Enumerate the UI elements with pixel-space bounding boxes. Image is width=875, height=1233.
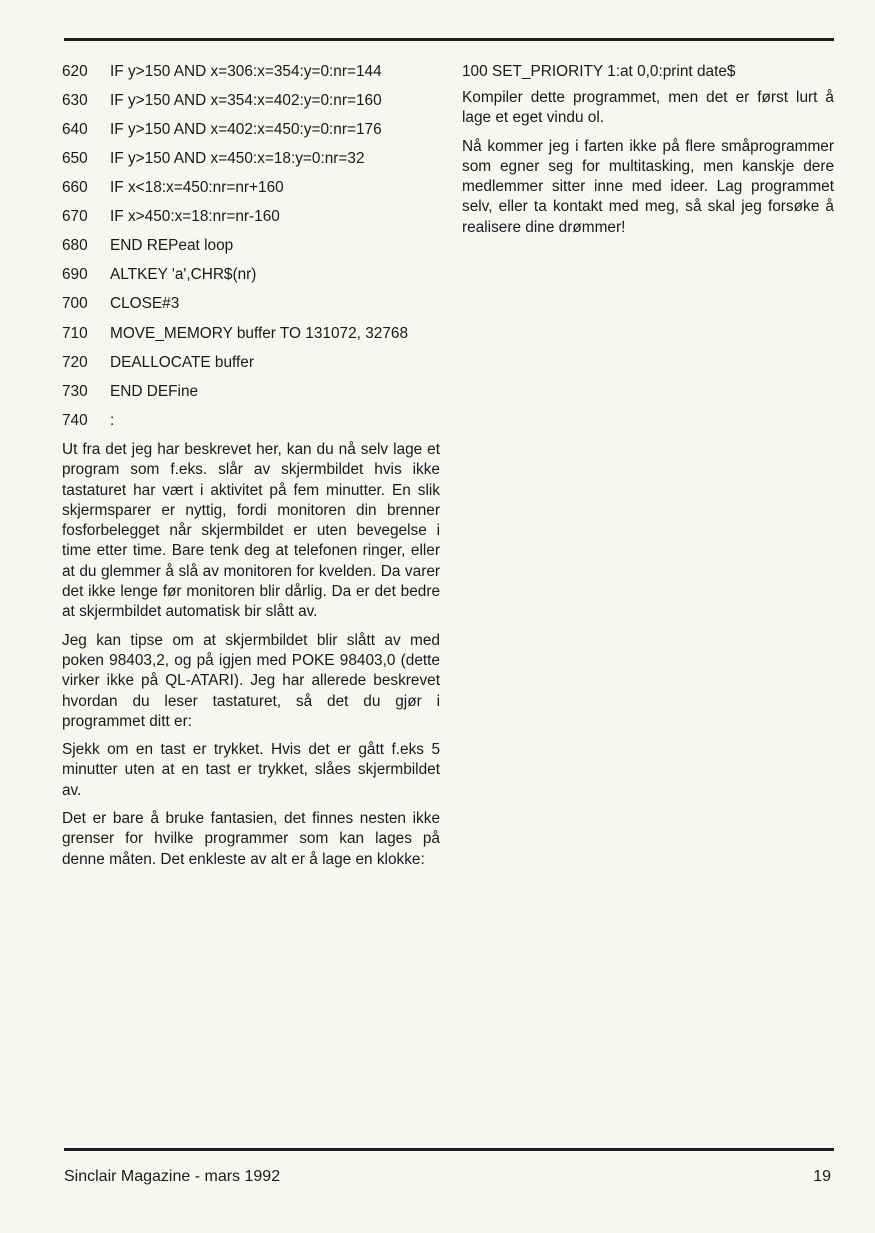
code-line	[62, 294, 440, 314]
line-number: 700	[62, 295, 88, 312]
left-column	[62, 62, 440, 878]
line-number: 630	[62, 92, 88, 109]
body-paragraph: Kompiler dette programmet, men det er først lurt å lage et eget vindu ol.	[462, 89, 834, 127]
top-rule	[64, 38, 834, 41]
code-line	[62, 91, 440, 111]
line-number: 640	[62, 121, 88, 138]
bottom-rule	[64, 1148, 834, 1151]
code-line	[62, 411, 440, 431]
code-line	[62, 178, 440, 198]
body-paragraph: Det er bare å bruke fantasien, det finnes nesten ikke grenser for hvilke programmer som kan lages på denne måten. Det enkleste av alt er å lage en klokke:	[62, 810, 440, 868]
line-code: DEALLOCATE buffer	[110, 354, 254, 371]
line-code: IF y>150 AND x=450:x=18:y=0:nr=32	[110, 150, 365, 167]
line-code: IF y>150 AND x=354:x=402:y=0:nr=160	[110, 92, 382, 109]
body-paragraph: Jeg kan tipse om at skjermbildet blir slått av med poken 98403,2, og på igjen med POKE 98403,0 (dette virker ikke på QL-ATARI). Jeg har allerede beskrevet hvordan du leser tastaturet, så det du gjør i programmet ditt er:	[62, 631, 440, 730]
code-line	[62, 62, 440, 82]
code-line	[62, 323, 440, 344]
line-code: MOVE_MEMORY buffer TO 131072, 32768	[110, 325, 409, 342]
line-number: 740	[62, 412, 88, 429]
code-line	[62, 149, 440, 169]
line-code: :	[110, 412, 115, 429]
code-listing	[62, 62, 440, 431]
line-code: END REPeat loop	[110, 237, 234, 254]
line-number: 690	[62, 266, 88, 283]
line-code: ALTKEY 'a',CHR$(nr)	[110, 266, 257, 283]
body-paragraph: Nå kommer jeg i farten ikke på flere småprogrammer som egner seg for multitasking, men kanskje dere medlemmer sitter inne med ideer. Lag programmet selv, eller ta kontakt med meg, så skal jeg forsøke å realisere dine drømmer!	[462, 137, 834, 236]
line-code: CLOSE#3	[110, 295, 180, 312]
line-code: END DEFine	[110, 383, 199, 400]
footer-publication: Sinclair Magazine - mars 1992	[64, 1168, 281, 1185]
page-number: 19	[813, 1168, 831, 1185]
line-number: 650	[62, 150, 88, 167]
line-number: 620	[62, 63, 88, 80]
right-column	[462, 62, 834, 246]
body-paragraph: Sjekk om en tast er trykket. Hvis det er gått f.eks 5 minutter uten at en tast er trykket, slåes skjermbildet av.	[62, 741, 440, 799]
body-paragraph: Ut fra det jeg har beskrevet her, kan du nå selv lage et program som f.eks. slår av skjermbildet hvis ikke tastaturet har vært i aktivitet på fem minutter. En slik skjermsparer er nyttig, fordi monitoren din brenner fosforbelegget når skjermbildet er uten bevegelse i time etter time. Bare tenk deg at telefonen ringer, eller at du glemmer å slå av monitoren for kvelden. Da varer det ikke lenge før monitoren blir dårlig. Da er det bedre at skjermbildet automatisk bir slått av.	[62, 441, 440, 621]
line-code: IF x>450:x=18:nr=nr-160	[110, 208, 280, 225]
line-number: 710	[62, 325, 88, 342]
line-number: 670	[62, 208, 88, 225]
line-code: IF y>150 AND x=306:x=354:y=0:nr=144	[110, 63, 382, 80]
code-line: 100 SET_PRIORITY 1:at 0,0:print date$	[462, 63, 736, 80]
code-line	[62, 353, 440, 373]
line-number: 730	[62, 383, 88, 400]
line-code: IF y>150 AND x=402:x=450:y=0:nr=176	[110, 121, 382, 138]
code-line	[62, 265, 440, 285]
line-code: IF x<18:x=450:nr=nr+160	[110, 179, 284, 196]
code-line	[62, 207, 440, 227]
code-line	[62, 120, 440, 140]
line-number: 660	[62, 179, 88, 196]
line-number: 720	[62, 354, 88, 371]
code-line	[62, 236, 440, 256]
code-line	[62, 382, 440, 402]
line-number: 680	[62, 237, 88, 254]
